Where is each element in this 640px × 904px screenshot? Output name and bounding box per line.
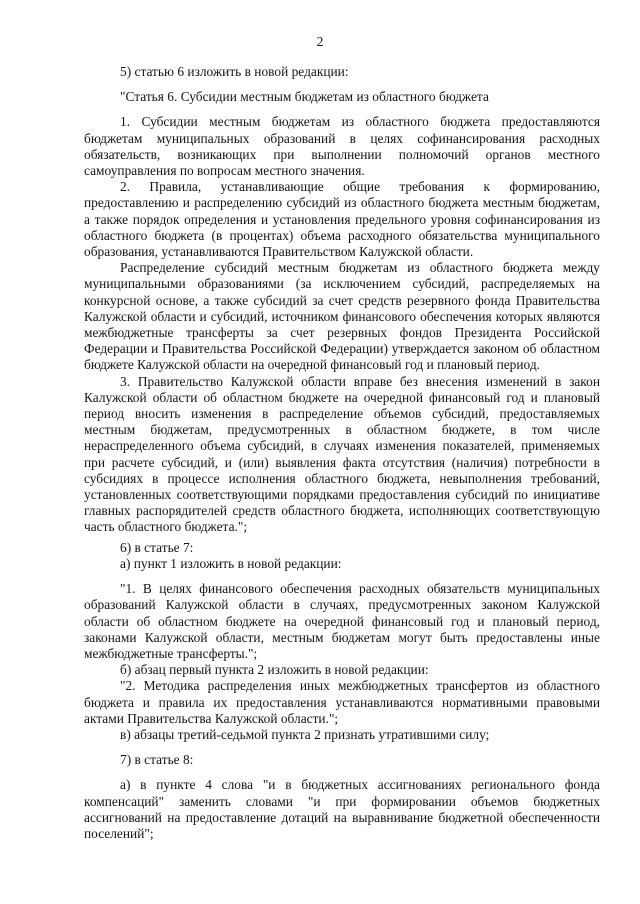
document-body [84,64,600,842]
paragraph-subsidy-distribution: Распределение субсидий местным бюджетам из областного бюджета между муниципальными образованиями (за исключением субсидий, распределяемых на конкурсной основе, а также субсидий за счет средств резервного фонда Правительства Калужской области и субсидий, источником финансового обеспечения которых являются межбюджетные трансферты за счет резервных фондов Президента Российской Федерации и Правительства Российской Федерации) утверждается законом об областном бюджете Калужской области на очередной финансовый год и плановый период. [84,260,600,373]
paragraph-article-7-v: в) абзацы третий-седьмой пункта 2 признать утратившими силу; [120,726,490,742]
paragraph-article-6-item-3: 3. Правительство Калужской области вправе без внесения изменений в закон Калужской области об областном бюджете на очередной финансовый год и плановый период вносить изменения в распределение объемов субсидий, предоставляемых местным бюджетам, предусмотренных в областном бюджете, в том числе нераспределенного объема субсидий, в случаях изменения показателей, применяемых при расчете субсидий, и (или) выявления факта отсутствия (наличия) потребности в субсидиях в процессе исполнения областного бюджета, невыполнения требований, установленных соответствующими порядками предоставления субсидий по инициативе главных распорядителей средств областного бюджета, исполняющих соответствующую часть областного бюджета."; [84,373,600,535]
paragraph-article-7-item-1-text: "1. В целях финансового обеспечения расходных обязательств муниципальных образований Калужской области в случаях, предусмотренных законом Калужской области об областном бюджете на очередной финансовый год и плановый период, законами Калужской области, местным бюджетам могут быть предоставлены иные межбюджетные трансферты."; [84,581,600,661]
paragraph-article-7-item-2-text: "2. Методика распределения иных межбюджетных трансфертов из областного бюджета и правила их предоставления устанавливаются нормативными правовыми актами Правительства Калужской области."; [84,678,600,726]
paragraph-article-7-intro: 6) в статье 7: [120,539,194,555]
paragraph-article-8-intro: 7) в статье 8: [120,752,194,768]
paragraph-article-7-b: б) абзац первый пункта 2 изложить в новой редакции: [120,662,429,678]
page-number: 2 [316,34,324,49]
paragraph-article-7-a: а) пункт 1 изложить в новой редакции: [120,555,342,571]
paragraph-amend-article-6: 5) статью 6 изложить в новой редакции: [120,64,349,79]
paragraph-article-6-item-1: 1. Субсидии местным бюджетам из областного бюджета предоставляются бюджетам муниципальных образований в целях софинансирования расходных обязательств, возникающих при выполнении полномочий органов местного самоуправления по вопросам местного значения. [84,114,600,179]
paragraph-article-8-a: а) в пункте 4 слова "и в бюджетных ассигнованиях регионального фонда компенсаций" заменить словами "и при формировании объемов бюджетных ассигнований на предоставление дотаций на выравнивание бюджетной обеспеченности поселений"; [84,777,600,841]
paragraph-article-6-item-2: 2. Правила, устанавливающие общие требования к формированию, предоставлению и распределению субсидий из областного бюджета местным бюджетам, а также порядок определения и установления предельного уровня софинансирования из областного бюджета (в процентах) объема расходного обязательства муниципального образования, устанавливаются Правительством Калужской области. [84,179,600,260]
article-6-heading: "Статья 6. Субсидии местным бюджетам из областного бюджета [120,89,489,105]
